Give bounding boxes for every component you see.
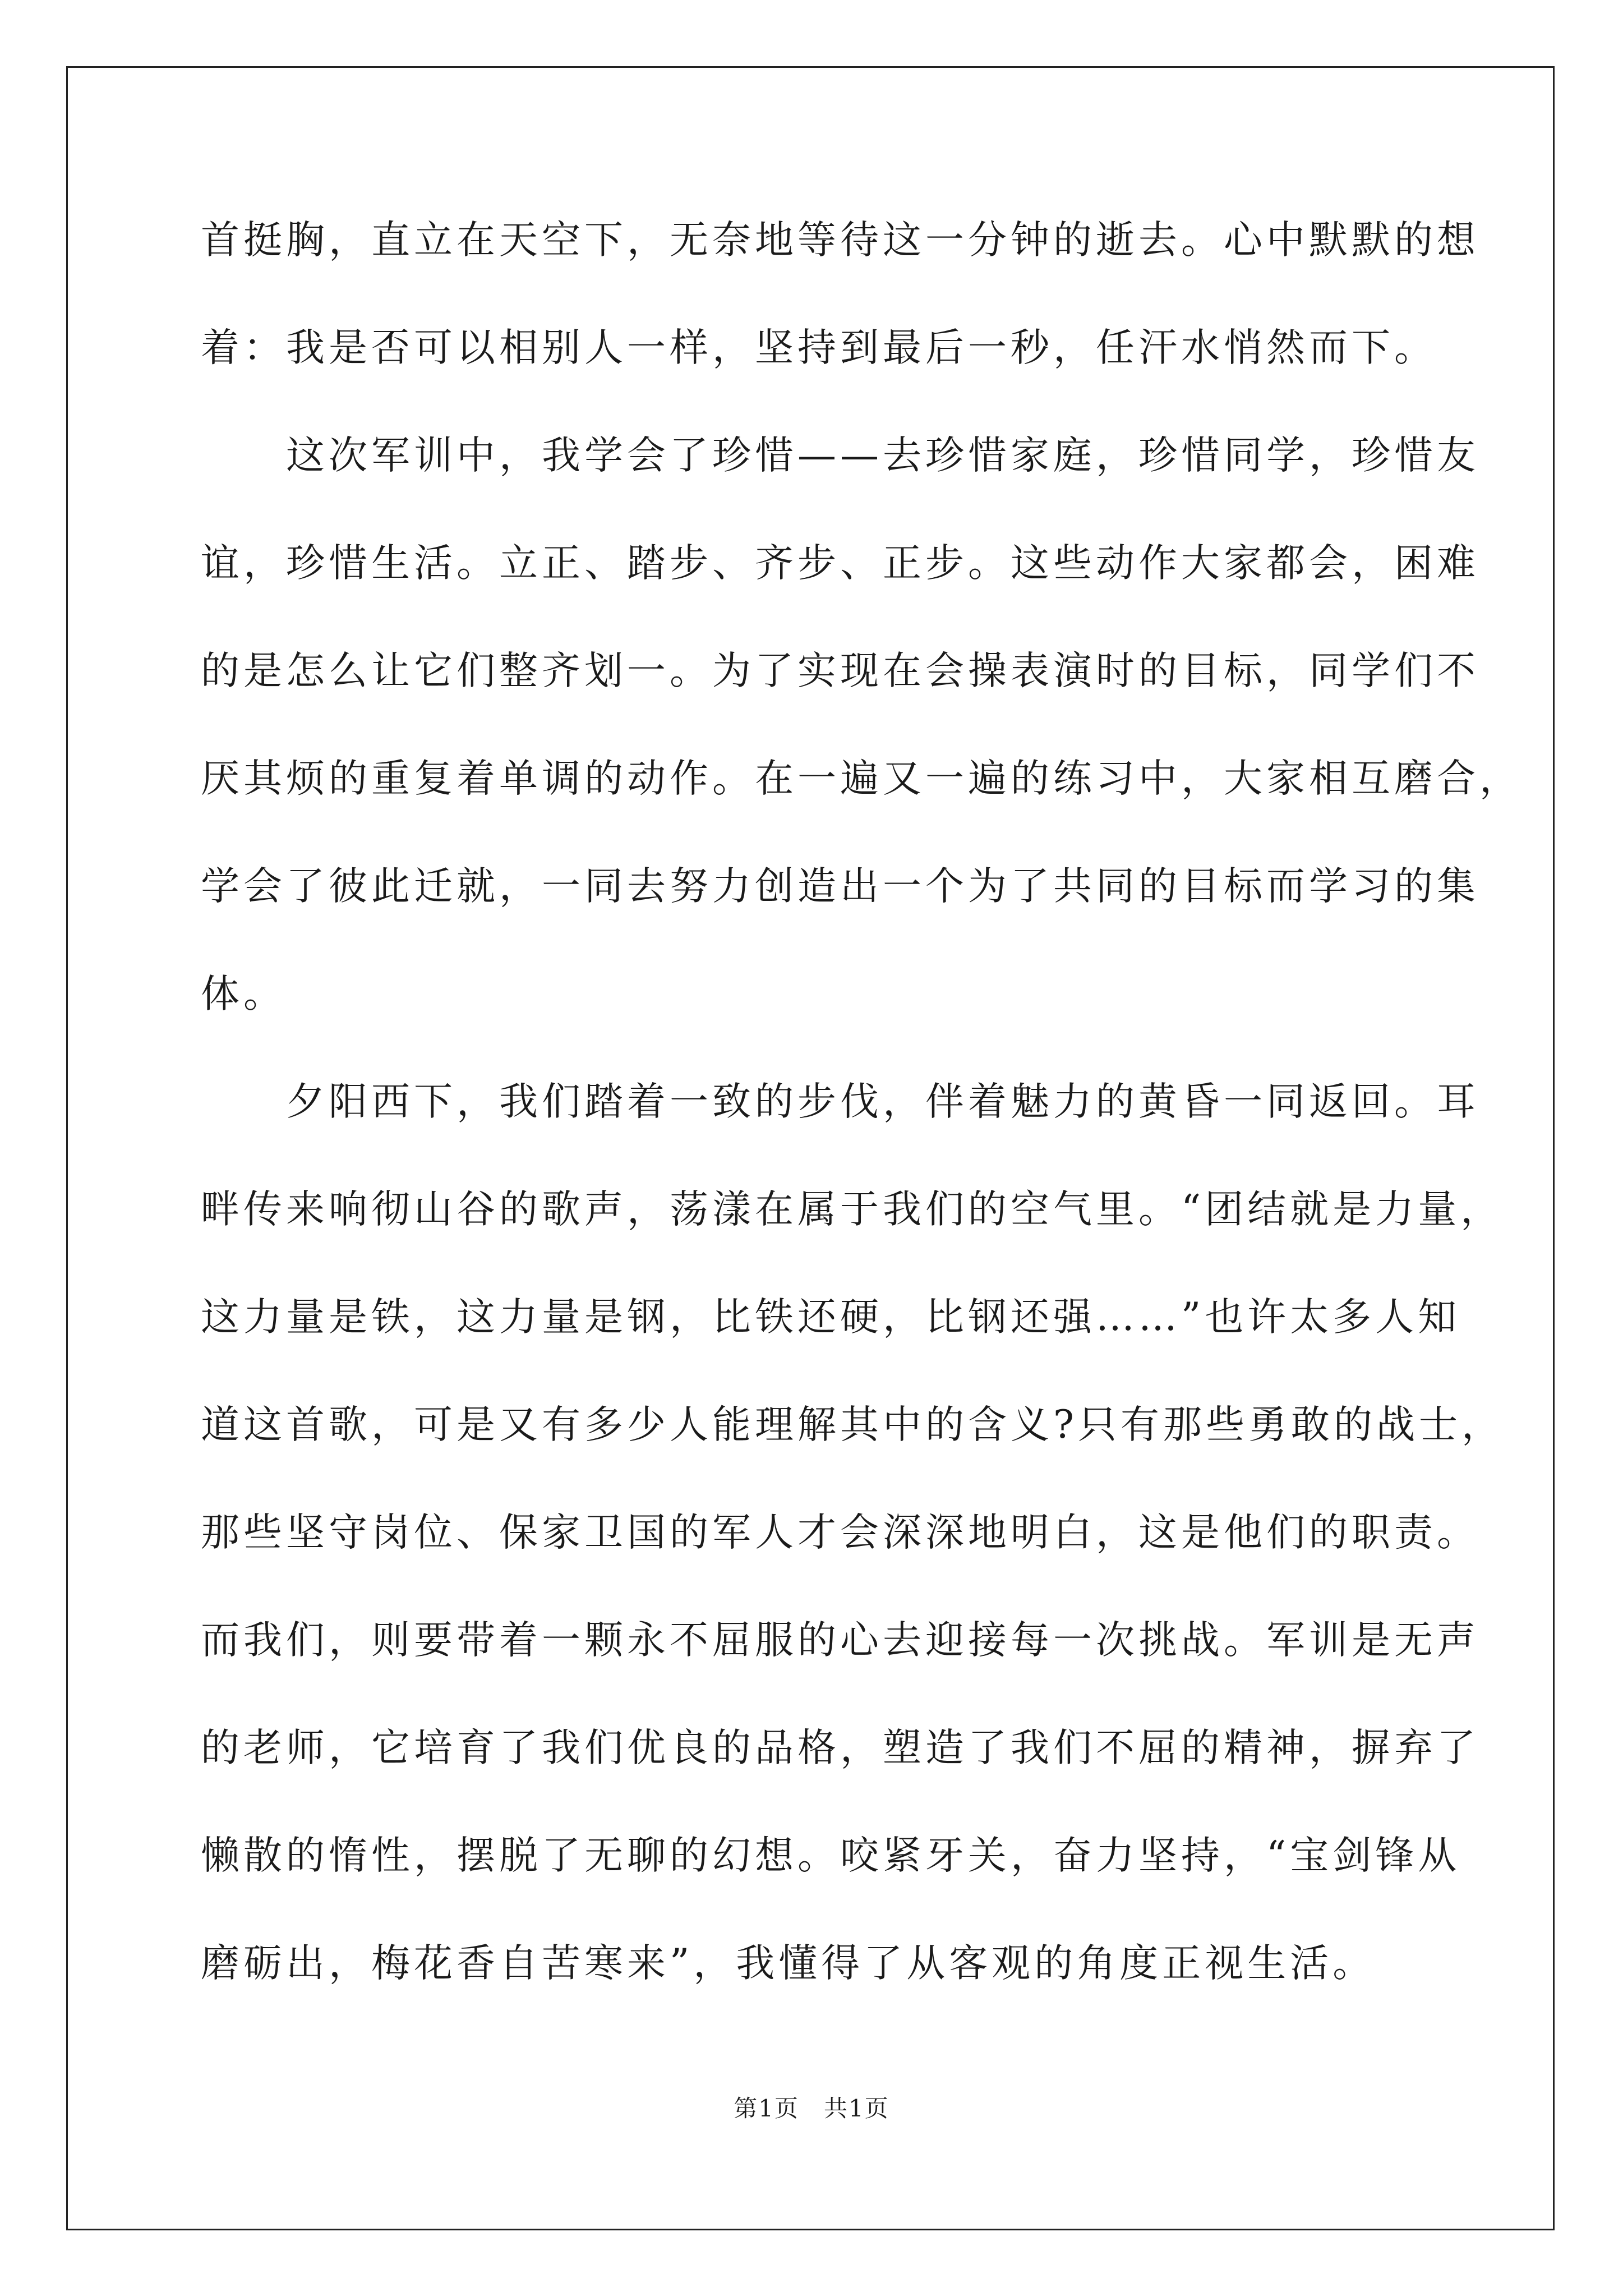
text-line: 的是怎么让它们整齐划一。为了实现在会操表演时的目标，同学们不 [201,648,1479,693]
text-line: 谊，珍惜生活。立正、踏步、齐步、正步。这些动作大家都会，困难 [201,541,1479,586]
text-line: 磨砺出，梅花香自苦寒来”，我懂得了从客观的角度正视生活。 [201,1941,1376,1986]
text-line: 厌其烦的重复着单调的动作。在一遍又一遍的练习中，大家相互磨合， [201,756,1522,801]
text-line: 的老师，它培育了我们优良的品格，塑造了我们不屈的精神，摒弃了 [201,1726,1479,1770]
page-border [66,66,1555,2230]
page-footer: 第1页 共1页 [734,2095,889,2122]
text-line: 体。 [201,972,286,1016]
text-line: 这次军训中，我学会了珍惜——去珍惜家庭，珍惜同学，珍惜友 [201,433,1479,478]
text-line: 首挺胸，直立在天空下，无奈地等待这一分钟的逝去。心中默默的想 [201,218,1479,263]
text-line: 畔传来响彻山谷的歌声，荡漾在属于我们的空气里。“团结就是力量， [201,1187,1504,1232]
text-line: 那些坚守岗位、保家卫国的军人才会深深地明白，这是他们的职责。 [201,1510,1479,1555]
text-line: 学会了彼此迁就，一同去努力创造出一个为了共同的目标而学习的集 [201,864,1479,909]
text-line: 而我们，则要带着一颗永不屈服的心去迎接每一次挑战。军训是无声 [201,1618,1479,1663]
text-line: 这力量是铁，这力量是钢，比铁还硬，比钢还强……”也许太多人知 [201,1295,1461,1340]
text-line: 夕阳西下，我们踏着一致的步伐，伴着魅力的黄昏一同返回。耳 [201,1079,1479,1124]
text-line: 着：我是否可以相别人一样，坚持到最后一秒，任汗水悄然而下。 [201,325,1437,370]
text-line: 道这首歌，可是又有多少人能理解其中的含义?只有那些勇敢的战士， [201,1402,1504,1447]
text-line: 懒散的惰性，摆脱了无聊的幻想。咬紧牙关，奋力坚持，“宝剑锋从 [201,1833,1461,1878]
